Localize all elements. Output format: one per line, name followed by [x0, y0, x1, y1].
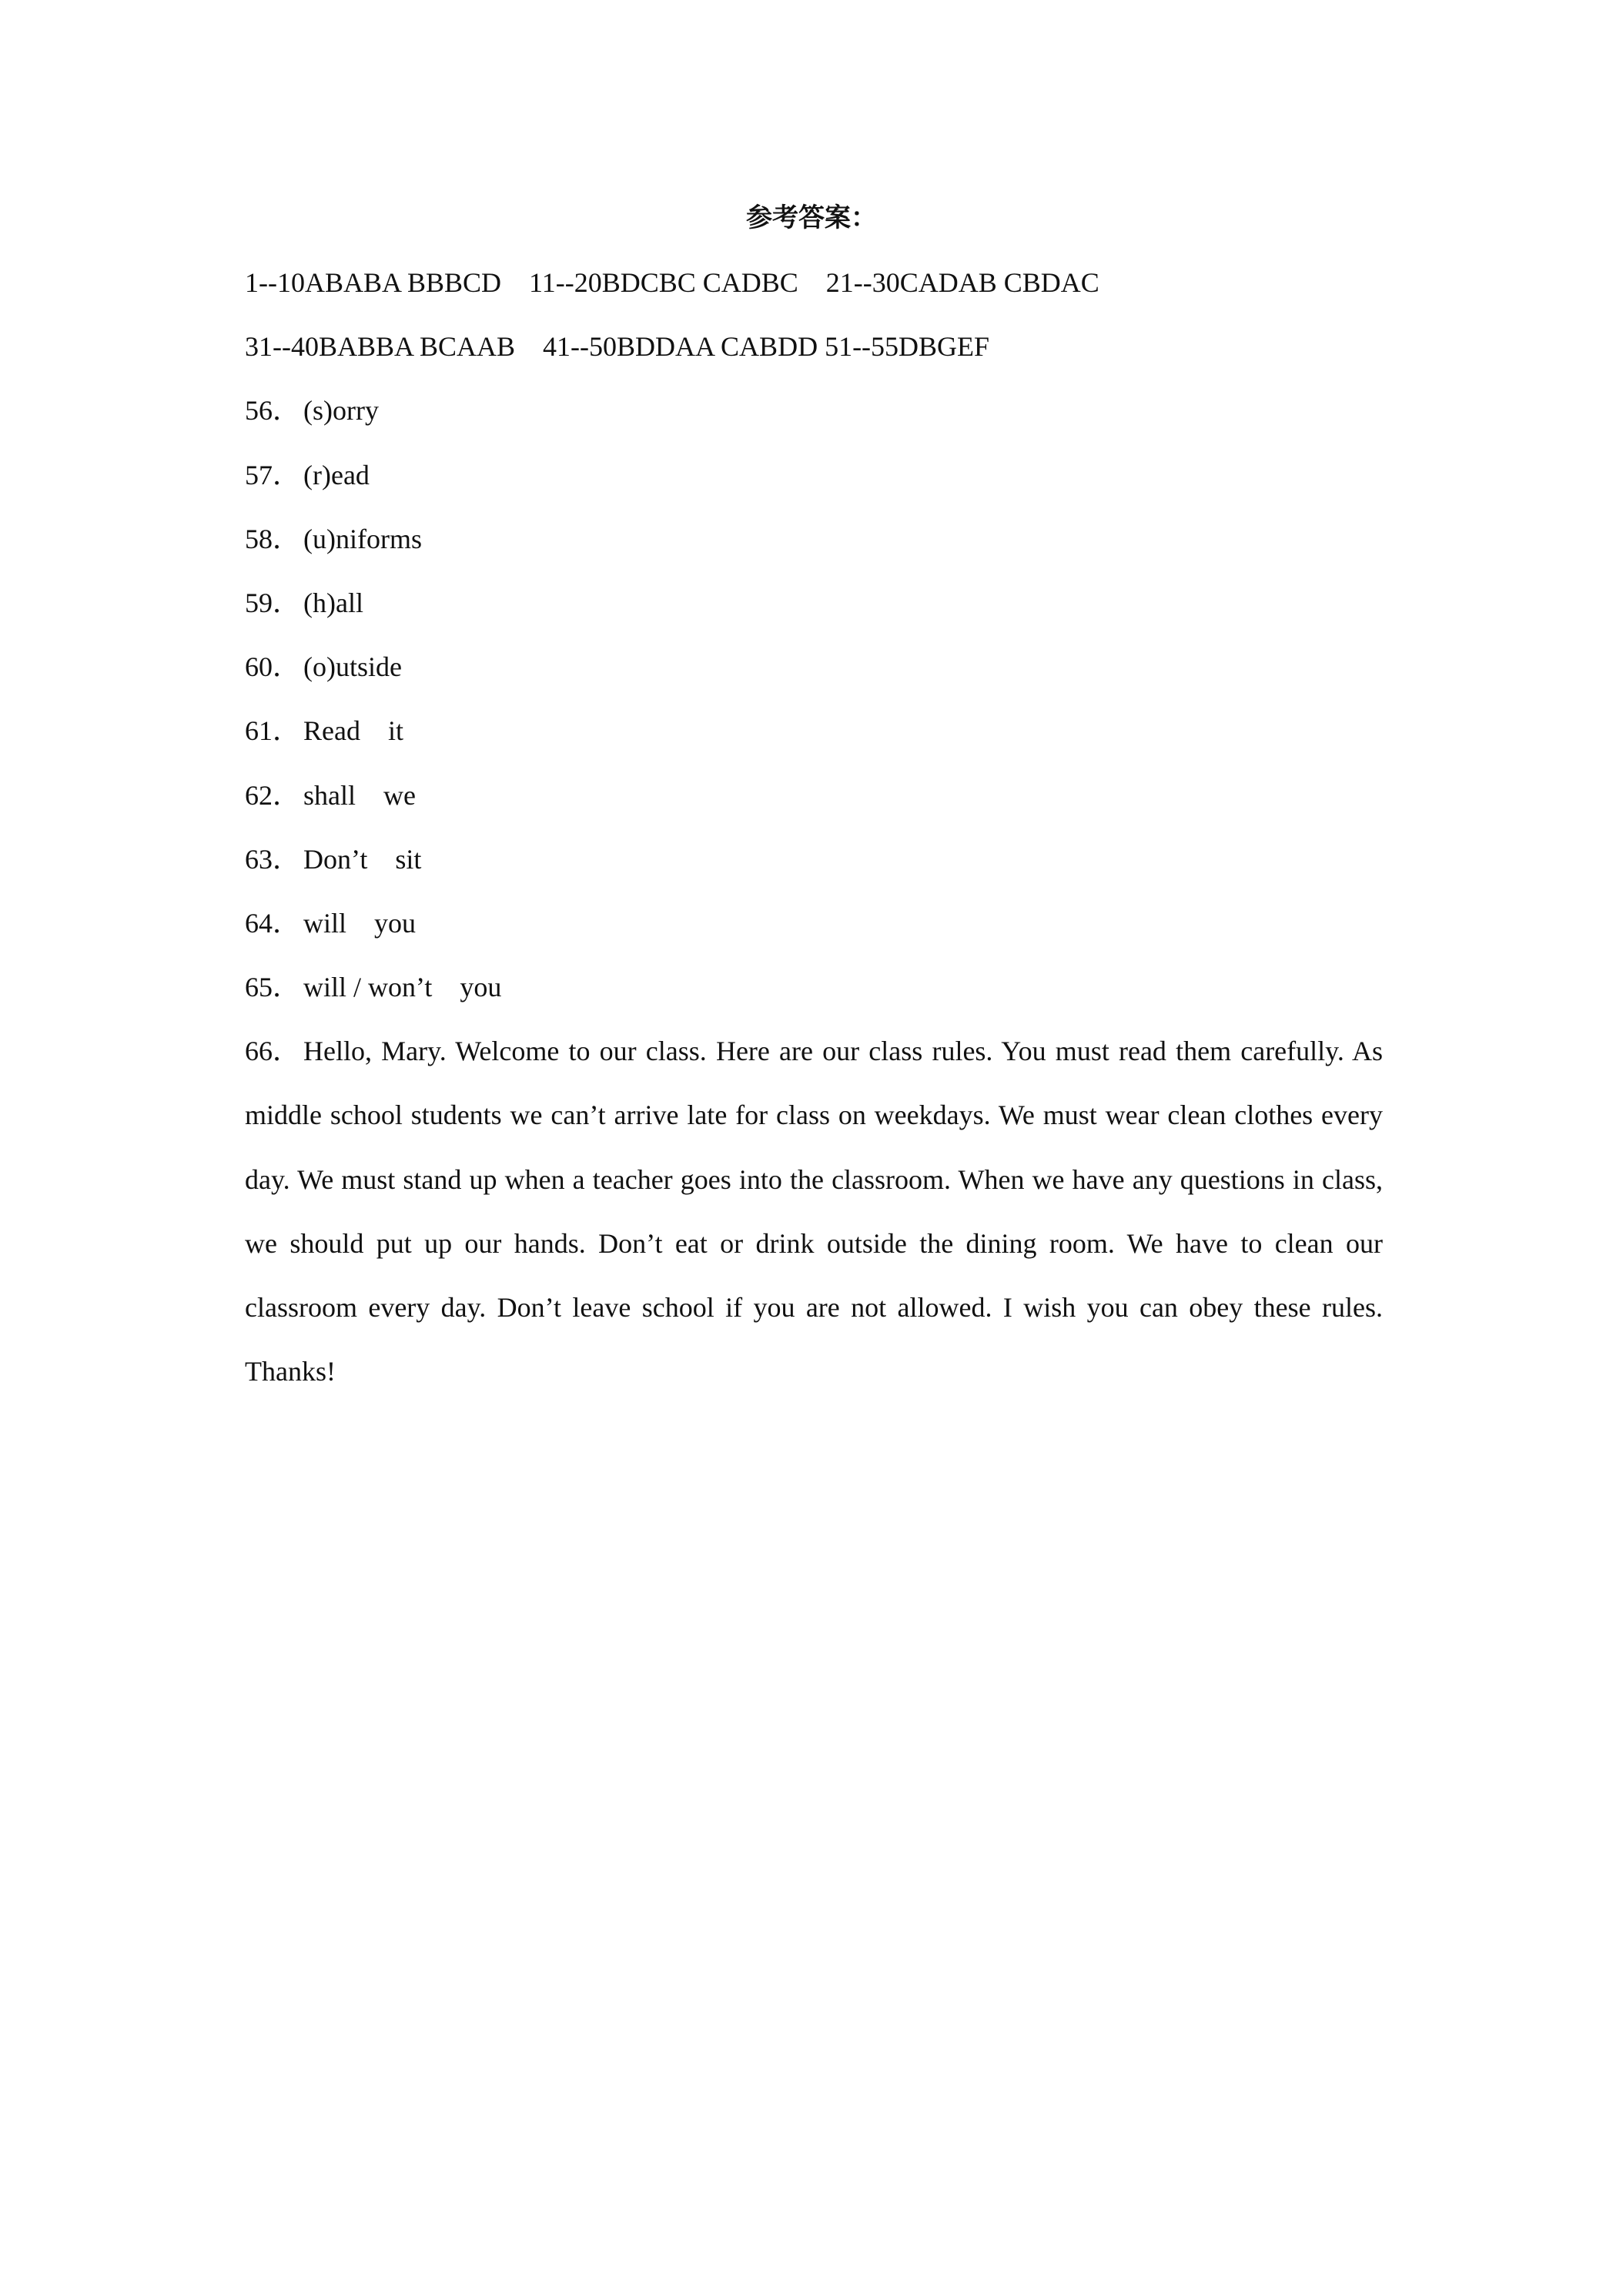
question-number: 62．: [245, 779, 301, 811]
question-number: 57．: [245, 459, 301, 490]
page-title: 参考答案：: [746, 202, 877, 233]
answer-row: 1--10ABABA BBBCD 11--20BDCBC CADBC 21--30CADAB CBDAC: [245, 267, 1099, 298]
answer-text: Don’t sit: [303, 843, 422, 875]
short-answer-item: [245, 507, 1383, 571]
essay-answer: [245, 1019, 1383, 1404]
question-number: 63．: [245, 843, 301, 875]
short-answer-item: [245, 379, 1383, 443]
short-answer-item: [245, 828, 1383, 892]
answer-text: shall we: [303, 779, 416, 811]
answer-text: will you: [303, 907, 417, 939]
answer-text: (o)utside: [303, 651, 402, 683]
question-number: 58．: [245, 523, 301, 554]
answer-text: will / won’t you: [303, 972, 502, 1003]
short-answer-item: [245, 892, 1383, 956]
short-answer-item: [245, 635, 1383, 699]
short-answer-item: [245, 571, 1383, 635]
answer-content: [245, 251, 1383, 1404]
question-number: 60．: [245, 651, 301, 683]
essay-text: Hello, Mary. Welcome to our class. Here are our class rules. You must read them carefully. As middle school students we can’t arrive late for class on weekdays. We must wear clean clothes every day. We must stand up when a teacher goes into the classroom. When we have any questions in class, we should put up our hands. Don’t eat or drink outside the dining room. We have to clean our classroom every day. Don’t leave school if you are not allowed. I wish you can obey these rules. Thanks!: [245, 1036, 1383, 1387]
answer-text: Read it: [303, 715, 403, 747]
question-number: 59．: [245, 587, 301, 618]
question-number: 64．: [245, 907, 301, 939]
question-number: 56．: [245, 395, 301, 427]
answer-row: 31--40BABBA BCAAB 41--50BDDAA CABDD 51--55DBGEF: [245, 331, 990, 363]
answer-text: (h)all: [303, 587, 363, 618]
short-answer-item: [245, 699, 1383, 763]
answer-text: (u)niforms: [303, 523, 422, 554]
short-answer-item: [245, 764, 1383, 828]
question-number: 66．: [245, 1036, 301, 1067]
question-number: 61．: [245, 715, 301, 747]
short-answer-item: [245, 443, 1383, 507]
short-answer-item: [245, 956, 1383, 1019]
question-number: 65．: [245, 972, 301, 1003]
answer-text: (r)ead: [303, 459, 370, 490]
answer-text: (s)orry: [303, 395, 379, 427]
